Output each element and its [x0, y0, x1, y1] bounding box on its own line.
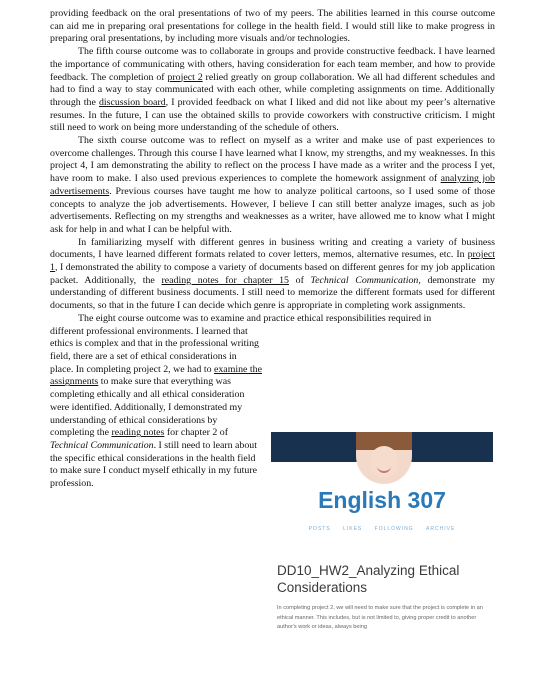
blog-site-title: English 307 [318, 487, 446, 513]
nav-likes[interactable]: LIKES [343, 526, 363, 532]
book-title: Technical Communication [310, 274, 419, 286]
paragraph-ethics [50, 326, 262, 491]
nav-posts[interactable]: POSTS [308, 526, 331, 532]
link-reading-notes[interactable]: reading notes [111, 427, 165, 439]
text-segment: , I demonstrated the ability to compose a variety of documents based on different genres for my job application packet. Additionally, the [50, 262, 495, 286]
link-project-2[interactable]: project 2 [167, 71, 203, 83]
text-segment: for chapter 2 of [164, 427, 228, 439]
text-segment: to make sure that everything was completing ethically and all ethical consideration were identified. Additionally, I demonstrated my understanding of ethical considerations by completing the [50, 376, 245, 439]
link-project-1[interactable]: project 1 [50, 249, 495, 274]
nav-following[interactable]: FOLLOWING [374, 526, 414, 532]
text-segment: The fifth course outcome was to collaborate in groups and provide constructive feedback. I have learned the importance of communicating with others, having consideration for each team member, and how to provide feedback. The completion of [50, 46, 495, 83]
nav-archive[interactable]: ARCHIVE [426, 526, 456, 532]
text-segment: different professional environments. I learned that ethics is complex and that in the professional writing field, there are a set of ethical considerations in place. In completing project 2, we had to [50, 325, 259, 375]
ethics-left-column [50, 326, 262, 491]
link-discussion-board[interactable]: discussion board [98, 96, 166, 108]
paragraph-genres [50, 237, 495, 313]
blog-post-title[interactable]: DD10_HW2_Analyzing Ethical Considerations [277, 563, 460, 595]
text-segment: In familiarizing myself with different genres in business writing and creating a variety of business documents, I have learned different formats related to cover letters, memos, alternative resumes, etc. In [50, 236, 495, 261]
paragraph-oral-presentations: providing feedback on the oral presentations of two of my peers. The abilities learned in this course outcome can aid me in preparing oral presentations for college in the health field. I would still like to make progress in preparing oral presentations, by including more visuals and/or technologies. [50, 8, 495, 45]
book-title: Technical Communication [50, 439, 154, 451]
text-segment: . Previous courses have taught me how to analyze political cartoons, so I used some of those concepts to analyze the job advertisements. However, I believe I can still better analyze images, such as job advertisements. Reflecting on my strengths and weaknesses as a writer, have allowed me to know what I might ask for help in and what I can be helpful with. [50, 185, 495, 235]
blog-nav [271, 526, 493, 532]
link-examine-the-assignments[interactable]: examine the assignments [50, 363, 262, 388]
text-segment: , demonstrate my understanding of different business documents. I still need to memorize the different formats used for different documents, so that in the future I can decide which genre is appropriate in completing work assignments. [50, 274, 495, 312]
text-segment: , I provided feedback on what I liked and did not like about my peer’s alternative resumes. In the future, I can use the obtained skills to provide coworkers with constructive criticism. I might still need to work on being more understanding of the schedule of others. [50, 96, 495, 134]
avatar [356, 432, 412, 484]
document-page [50, 8, 495, 491]
link-reading-notes-chapter-15[interactable]: reading notes for chapter 15 [161, 274, 289, 286]
text-segment: The sixth course outcome was to reflect on myself as a writer and make use of past experiences to overcome challenges. Through this course I have learned what I know, my strengths, and my weaknesses. In this project 4, I am demonstrating the ability to reflect on the process I have made as a writer and the process I yet, have room to make. I also used previous experiences to complete the homework assignment of [50, 135, 495, 185]
paragraph-reflection [50, 135, 495, 237]
text-segment: relied greatly on group collaboration. We all had different schedules and had to find a way to stay communicated with each other, while completing assignments on time. Additionally through the [50, 71, 495, 108]
blog-screenshot [271, 432, 493, 642]
paragraph-ethics-first-line: The eight course outcome was to examine and practice ethical responsibilities required in [78, 312, 432, 324]
face-shape [370, 446, 398, 478]
blog-post-excerpt: In completing project 2, we will need to make sure that the project is complete in an ethical manner. This includes, but is not limited to, giving proper credit to another author's work or ideas, always being [277, 605, 483, 631]
paragraph-collaboration [50, 46, 495, 135]
link-analyzing-job-advertisements[interactable]: analyzing job advertisements [50, 173, 495, 197]
text-segment: of [289, 274, 311, 286]
text-segment: . I still need to learn about the specific ethical considerations in the health field to make sure I conduct myself ethically in my future profession. [50, 439, 258, 490]
